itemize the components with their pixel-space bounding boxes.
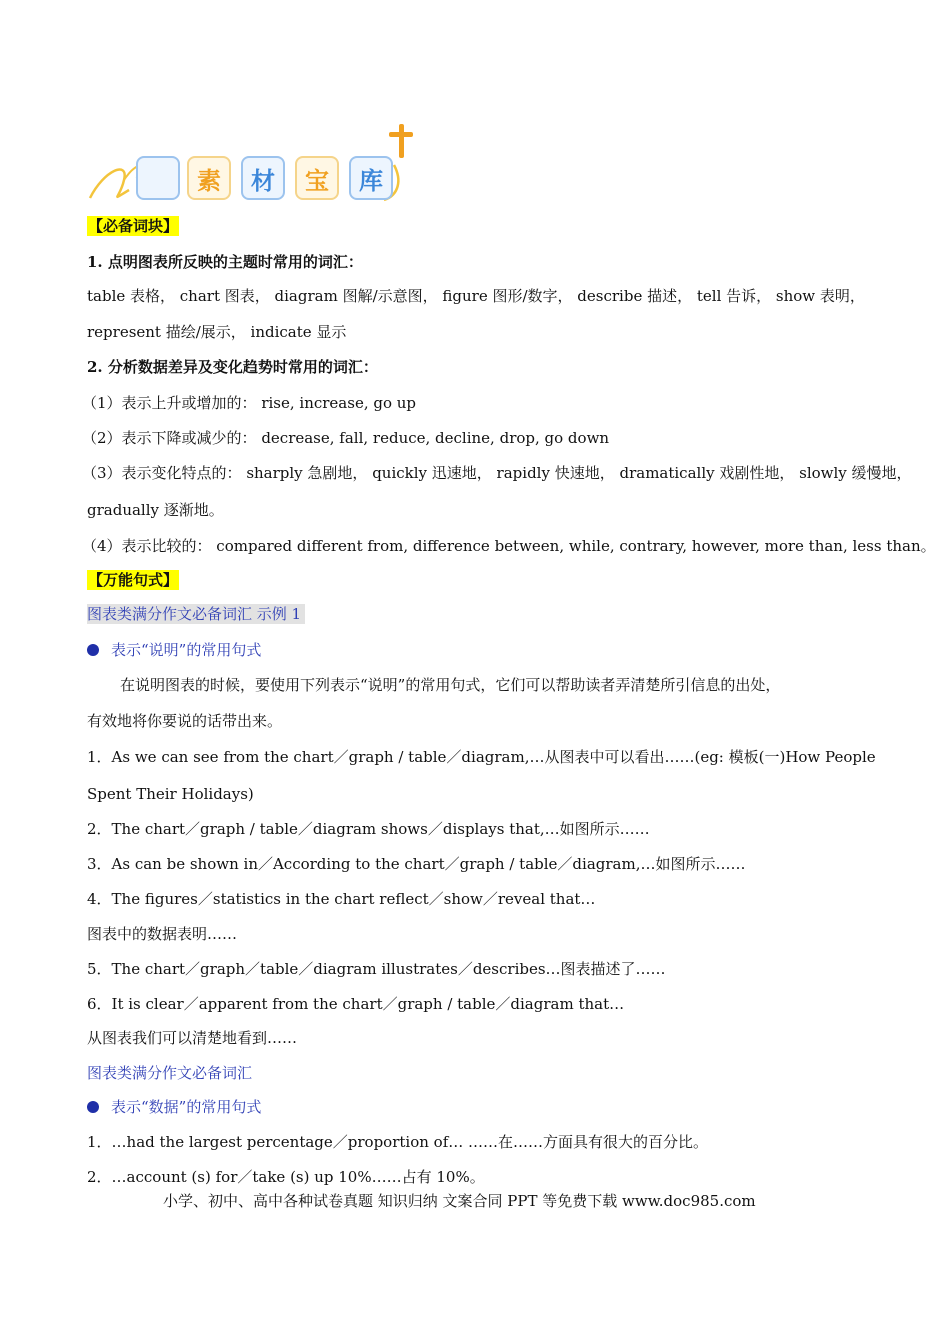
intro-line1: 在说明图表的时候，要使用下列表示“说明”的常用句式，它们可以帮助读者弄清楚所引信息的出处， [120,676,781,694]
sentence-3: 3．As can be shown in／According to the chart／graph / table／diagram,…如图所示…… [87,855,746,873]
banner-tile-3: 宝 [295,156,339,200]
sentence-1-line2: Spent Their Holidays) [87,785,254,803]
bullet-explain: 表示“说明”的常用句式 [87,640,261,660]
intro-line2: 有效地将你要说的话带出来。 [87,712,283,730]
item1-line2: represent 描绘/展示， indicate 显示 [87,323,347,341]
sentence-6-line2: 从图表我们可以清楚地看到…… [87,1029,298,1047]
bullet-icon [87,1101,99,1113]
sentence-6-line1: 6．It is clear／apparent from the chart／graph / table／diagram that… [87,995,625,1013]
sub-item-1: （1）表示上升或增加的： rise, increase, go up [82,394,417,412]
bullet-data: 表示“数据”的常用句式 [87,1097,261,1117]
sentence-4-line2: 图表中的数据表明…… [87,925,238,943]
sub-item-2: （2）表示下降或减少的： decrease, fall, reduce, decline, drop, go down [82,429,610,447]
banner-tile-2: 材 [241,156,285,200]
link-example-1[interactable]: 图表类满分作文必备词汇 示例 1 [87,604,305,624]
item1-line1: table 表格， chart 图表， diagram 图解/示意图， figure 图形/数字， describe 描述， tell 告诉， show 表明， [87,287,865,305]
link-vocab[interactable]: 图表类满分作文必备词汇 [87,1064,253,1082]
sentence-4-line1: 4．The figures／statistics in the chart reflect／show／reveal that… [87,890,596,908]
sub-item-3-line1: （3）表示变化特点的： sharply 急剧地， quickly 迅速地， rapidly 快速地， dramatically 戏剧性地， slowly 缓慢地， [82,464,912,482]
data-sentence-2: 2．…account (s) for／take (s) up 10%……占有 10%。 [87,1168,485,1186]
bullet-icon [87,644,99,656]
section-heading-vocab: 【必备词块】 [88,217,179,235]
banner-tile-4: 库 [349,156,393,200]
sub-item-3-line2: gradually 逐渐地。 [87,501,224,519]
section-heading-sentences: 【万能句式】 [88,571,179,589]
sentence-1-line1: 1．As we can see from the chart／graph / table／diagram,…从图表中可以看出……(eg: 模板(一)How People [87,748,876,766]
sentence-5: 5．The chart／graph／table／diagram illustrates／describes…图表描述了…… [87,960,666,978]
item2-title: 2. 分析数据差异及变化趋势时常用的词汇： [87,358,378,376]
sentence-2: 2．The chart／graph / table／diagram shows／displays that,…如图所示…… [87,820,650,838]
data-sentence-1: 1．…had the largest percentage／proportion of… ……在……方面具有很大的百分比。 [87,1133,709,1151]
page-footer[interactable]: 小学、初中、高中各种试卷真题 知识归纳 文案合同 PPT 等免费下载 www.doc985.com [163,1192,756,1210]
banner-icon-tile [136,156,180,200]
sub-item-4: （4）表示比较的： compared different from, difference between, while, contrary, however, more than, less than。 [82,537,936,555]
banner-tile-1: 素 [187,156,231,200]
item1-title: 1. 点明图表所反映的主题时常用的词汇： [87,253,363,271]
